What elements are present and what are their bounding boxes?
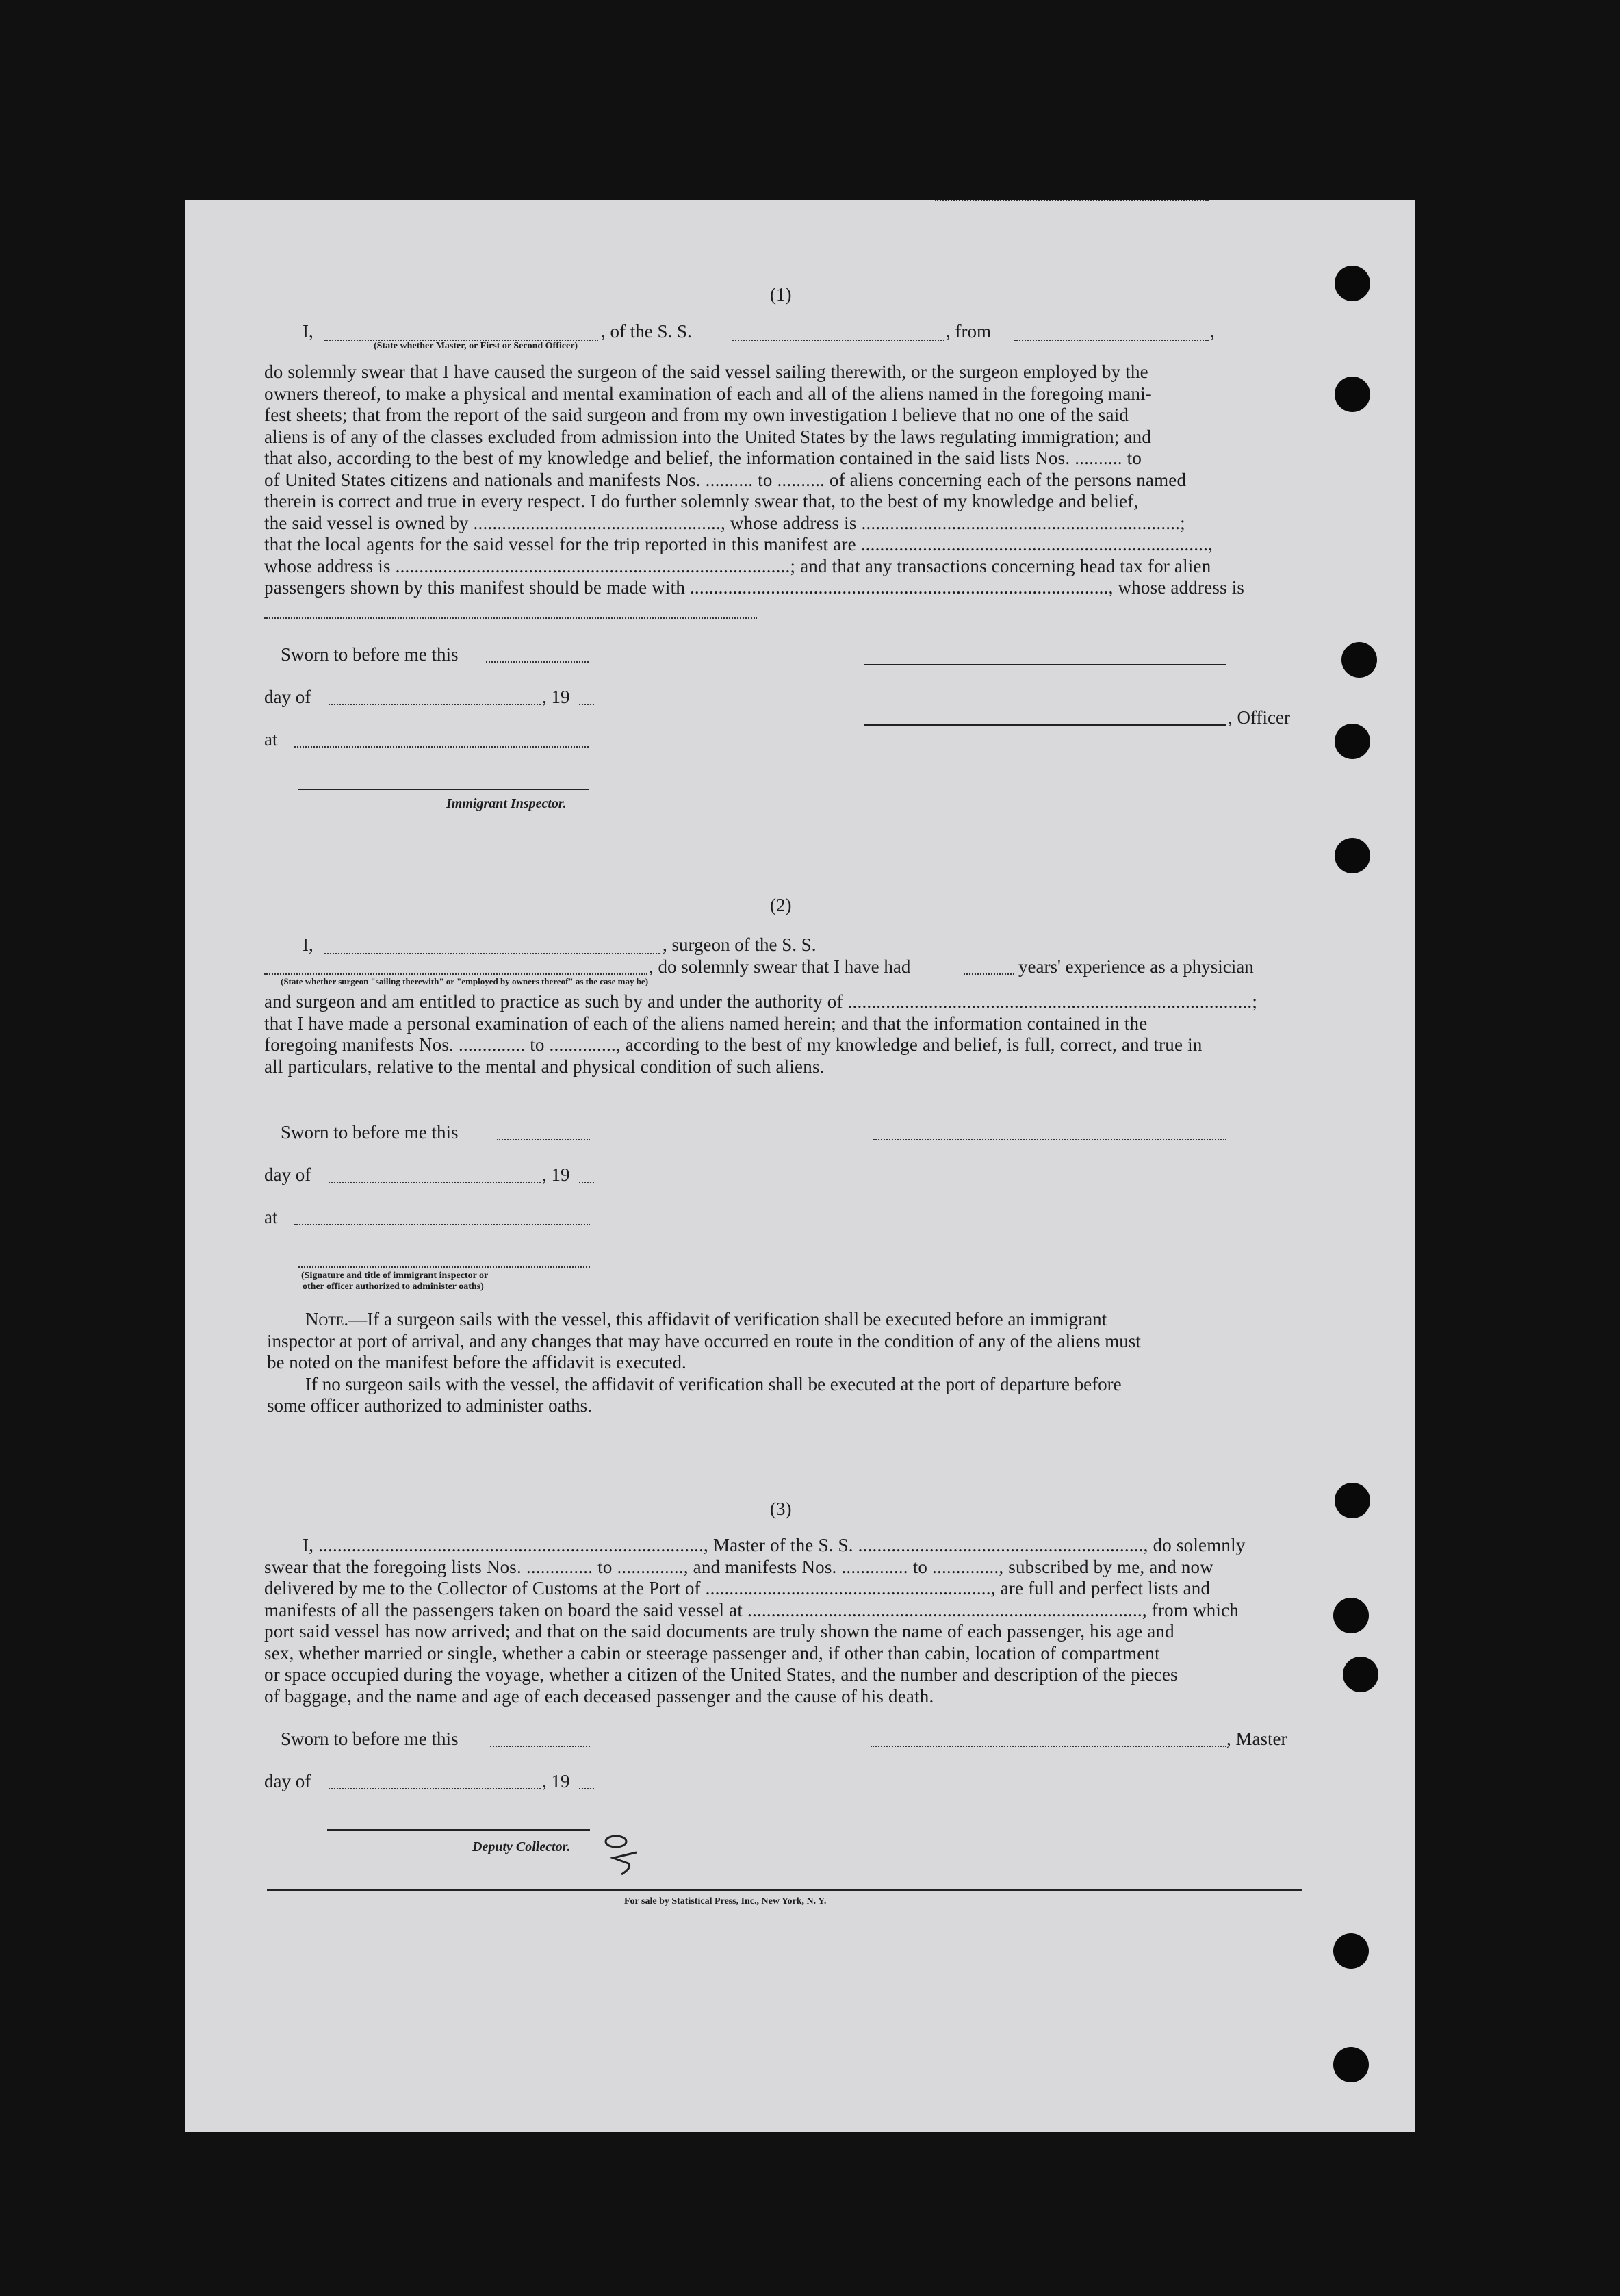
manifest-affidavit-sheet [185,200,1415,2132]
years-experience-text: years' experience as a physician [1018,956,1254,977]
handwritten-mark [601,1832,652,1878]
printer-credit: For sale by Statistical Press, Inc., New York, N. Y. [624,1896,827,1906]
sworn-date-field [490,1746,590,1747]
signature-title-note: other officer authorized to administer oaths) [303,1281,484,1292]
day-of-field [329,1182,541,1183]
binder-hole [1333,1598,1369,1633]
binder-hole [1333,2047,1369,2082]
at-place-field [294,1224,590,1225]
master-signature-line [871,1746,1226,1747]
year-label: , 19 [542,1771,570,1791]
surgeon-vessel-field [935,200,1209,201]
binder-hole [1335,1483,1370,1518]
officer-label: , Officer [1228,707,1290,728]
at-label: at [264,1207,278,1227]
at-place-field [294,746,589,748]
inspector-signature-line [298,789,589,790]
section-1-oath-text: do solemnly swear that I have caused the surgeon of the said vessel sailing therewith, or the surgeon employed by the owners thereof, to make a physical and mental examination of each and all of the aliens named in the foregoing mani- fest sheets; that from the report of the said surgeon and from my own investigation I believe that no one of the said aliens is of any of the classes excluded from admission into the United States by the laws regulating immigration; and that also, according to the best of my knowledge and belief, the information contained in the said lists Nos. .......... to of United States citizens and nationals and manifests Nos. .......... to .......... of aliens concerning each of the persons named therein is correct and true in every respect. I do further solemnly swear that, to the best of my knowledge and belief, the said vessel is owned by ...................................................., whose address is ...................................................................; that the local agents for the said vessel for the trip reported in this manifest are ........................................................................., whose address is ...................................................................................; and that any transactions concerning head tax for alien passengers shown by this manifest should be made with ........................................................................................, whose address is [264,361,1245,598]
immigrant-inspector-caption: Immigrant Inspector. [446,796,567,811]
officer-signature-line [864,664,1226,665]
surgeon-vessel-label: , surgeon of the S. S. [663,934,817,955]
year-field [579,1788,594,1789]
year-label: , 19 [542,687,570,707]
section-3-number: (3) [770,1498,792,1519]
sworn-label: Sworn to before me this [281,644,459,665]
day-of-label: day of [264,1164,311,1185]
year-field [579,704,594,705]
surgeon-note: Note.—If a surgeon sails with the vessel, this affidavit of verification shall be executed before an immigrant inspector at port of arrival, and any changes that may have occurred en route in the condition of any of the aliens must be noted on the manifest before the affidavit is executed. If no surgeon sails with the vessel, the affidavit of verification shall be executed at the port of departure before some officer authorized to administer oaths. [267,1309,1141,1416]
section-2-oath-text: and surgeon and am entitled to practice as such by and under the authority of .....................................................................................; that I have made a personal examination of each of the aliens named herein; and that the information contained in the foregoing manifests Nos. .............. to .............., according to the best of my knowledge and belief, is full, correct, and true in all particulars, relative to the mental and physical condition of such aliens. [264,991,1258,1077]
binder-hole [1335,266,1370,301]
signature-title-note: (Signature and title of immigrant inspector or [301,1271,489,1281]
section-3-oath-text: I, ................................................................................., Master of the S. S. ............................................................, do solemnly swear that the foregoing lists Nos. .............. to .............., and manifests Nos. .............. to .............., subscribed by me, and now delivered by me to the Collector of Customs at the Port of ............................................................, are full and perfect lists and manifests of all the passengers taken on board the said vessel at ..................................................................................., from which port said vessel has now arrived; and that on the said documents are truly shown the name of each passenger, his age and sex, whether married or single, whether a cabin or steerage passenger and, if other than cabin, location of compartment or space occupied during the voyage, whether a citizen of the United States, and the number and description of the pieces of baggage, and the name and age of each deceased passenger and the cause of his death. [264,1535,1246,1707]
binder-hole [1335,724,1370,759]
year-label: , 19 [542,1164,570,1185]
binder-hole [1335,838,1370,873]
footer-rule [267,1889,1302,1891]
address-continuation-field [264,617,757,619]
surgeon-signature-line [873,1139,1226,1140]
sworn-date-field [497,1139,590,1140]
section-1-number: (1) [770,284,792,305]
master-label: , Master [1226,1729,1287,1749]
sworn-label: Sworn to before me this [281,1729,459,1749]
surgeon-name-field [324,953,660,954]
binder-hole [1335,377,1370,412]
years-experience-field [964,973,1014,975]
day-of-label: day of [264,1771,311,1791]
binder-hole [1343,1657,1378,1692]
day-of-label: day of [264,687,311,707]
section-2-number: (2) [770,895,792,915]
master-rank-note: (State whether Master, or First or Second Officer) [374,341,578,351]
vessel-name-field [732,340,944,341]
sworn-label: Sworn to before me this [281,1122,459,1143]
line-end-comma: , [1210,321,1215,342]
surgeon-status-field [264,973,647,975]
oath-i-label: I, [303,934,313,955]
binder-hole [1333,1933,1369,1969]
oath-i-label: I, [303,321,313,342]
solemnly-swear-text: , do solemnly swear that I have had [649,956,911,977]
day-of-field [329,1788,541,1789]
year-field [579,1182,594,1183]
day-of-field [329,704,541,705]
officer-signature-line [298,1266,590,1268]
sworn-date-field [486,661,589,663]
from-label: , from [946,321,991,342]
surgeon-status-note: (State whether surgeon "sailing therewith" or "employed by owners thereof" as the case may be) [281,976,649,986]
at-label: at [264,729,278,750]
deputy-collector-caption: Deputy Collector. [472,1839,571,1854]
from-port-field [1014,340,1209,341]
officer-name-line [864,724,1226,726]
collector-signature-line [327,1829,590,1831]
binder-hole [1341,642,1377,678]
vessel-label: , of the S. S. [601,321,692,342]
